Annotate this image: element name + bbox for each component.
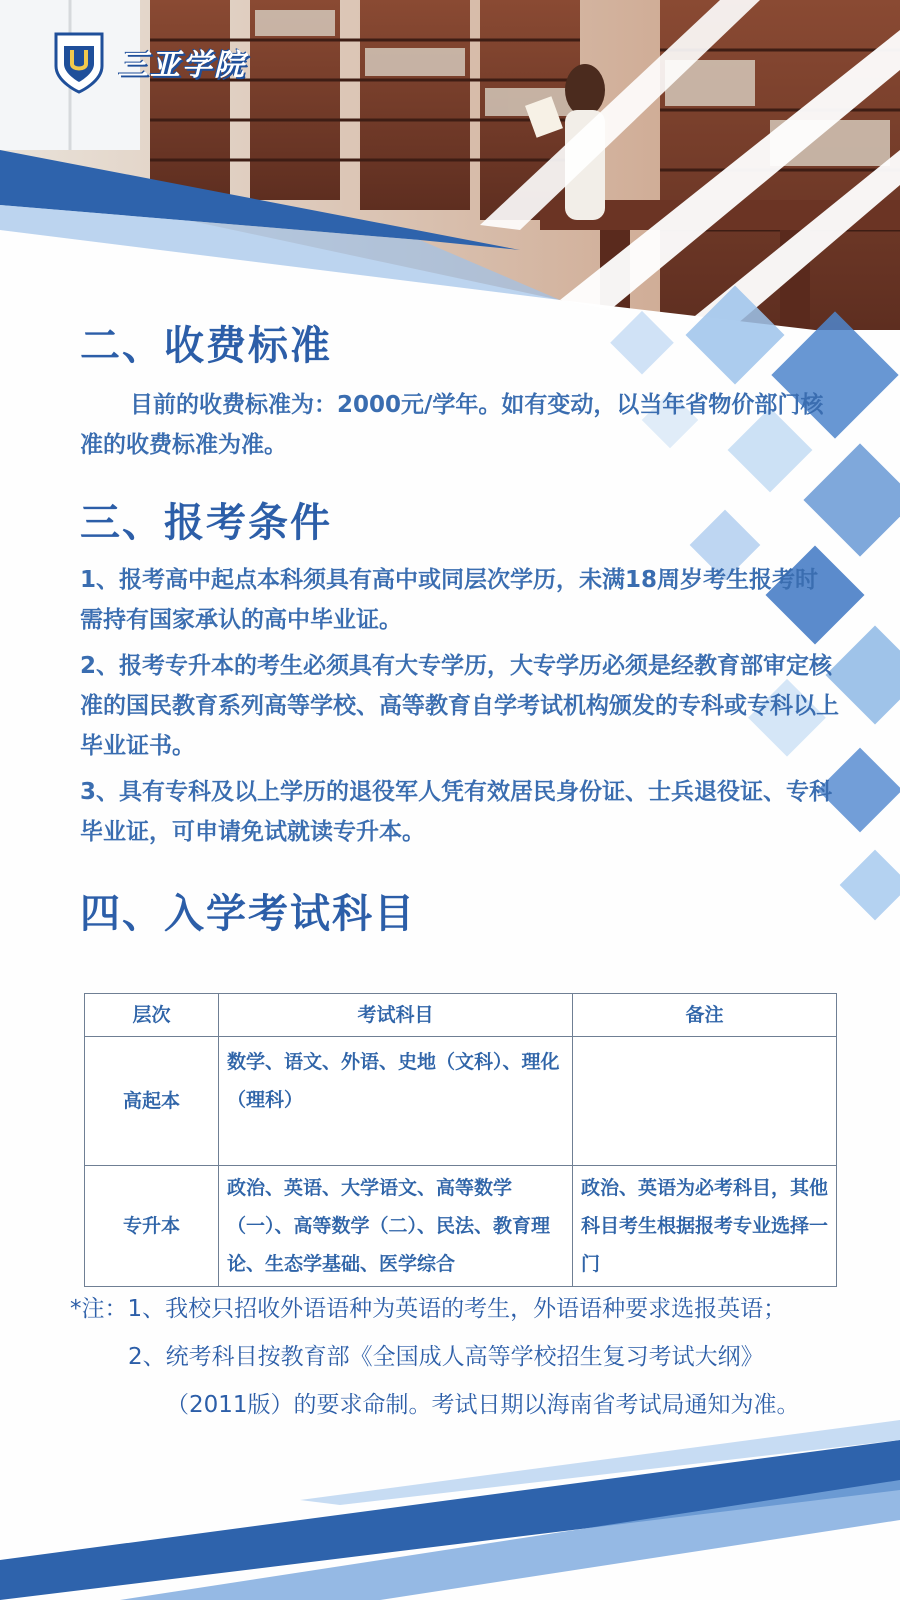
table-row [85,1037,837,1166]
subjects-heading: 四、入学考试科目 [80,891,416,937]
school-name: 三亚学院 [118,48,246,83]
note-line-1: *注：1、我校只招收外语语种为英语的考生，外语语种要求选报英语； [70,1296,787,1322]
header-subjects: 考试科目 [219,994,573,1037]
note-line-3: （2011版）的要求命制。考试日期以海南省考试局通知为准。 [166,1392,800,1418]
row-subjects: 政治、英语、大学语文、高等数学（一）、高等数学（二）、民法、教育理论、生态学基础、医学综合 [219,1166,573,1287]
fee-section [80,314,840,465]
table-header-row [85,994,837,1037]
header-level: 层次 [85,994,219,1037]
note-line-2: 2、统考科目按教育部《全国成人高等学校招生复习考试大纲》 [128,1344,764,1370]
conditions-heading: 三、报考条件 [80,500,332,546]
table-row [85,1166,837,1287]
condition-item-3: 3、具有专科及以上学历的退役军人凭有效居民身份证、士兵退役证、专科毕业证，可申请免试就读专升本。 [80,779,833,845]
row-level: 专升本 [85,1166,219,1287]
exam-subjects-table [84,993,837,1287]
condition-item-2: 2、报考专升本的考生必须具有大专学历，大专学历必须是经教育部审定核准的国民教育系列高等学校、高等教育自学考试机构颁发的专科或专科以上毕业证书。 [80,653,839,759]
row-level: 高起本 [85,1037,219,1166]
notes [70,1285,870,1429]
condition-item-1: 1、报考高中起点本科须具有高中或同层次学历，未满18周岁考生报考时需持有国家承认的高中毕业证。 [80,567,819,633]
subjects-section [80,882,840,939]
school-logo [52,30,246,94]
header-remarks: 备注 [573,994,837,1037]
fee-heading: 二、收费标准 [80,323,332,369]
row-remarks: 政治、英语为必考科目，其他科目考生根据报考专业选择一门 [573,1166,837,1287]
university-shield-icon [52,30,106,94]
fee-text: 目前的收费标准为：2000元/学年。如有变动，以当年省物价部门核准的收费标准为准。 [80,392,824,458]
row-subjects: 数学、语文、外语、史地（文科）、理化（理科） [219,1037,573,1166]
main-content [80,300,840,939]
conditions-section [80,491,840,852]
row-remarks [573,1037,837,1166]
